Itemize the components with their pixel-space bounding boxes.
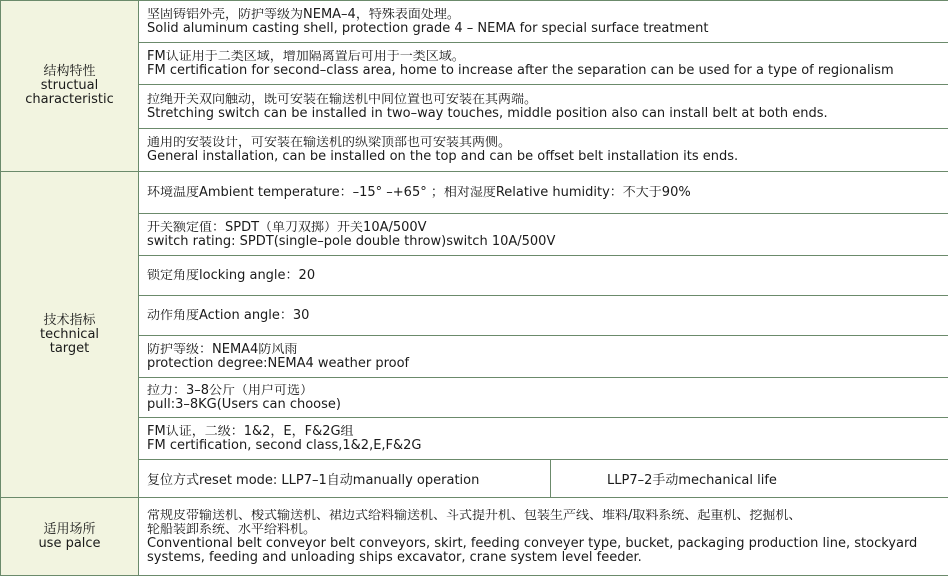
locking-row bbox=[139, 256, 948, 296]
reset-right-text: LLP7–2手动mechanical life bbox=[607, 469, 777, 488]
action-row bbox=[139, 296, 948, 336]
technical-category-en-2: target bbox=[1, 342, 138, 356]
technical-category-cn: 技术指标 bbox=[1, 314, 138, 328]
pull-en: pull:3–8KG(Users can choose) bbox=[147, 398, 948, 412]
protection-en: protection degree:NEMA4 weather proof bbox=[147, 357, 948, 371]
structure-row-2-cn: FM认证用于二类区域，增加隔离置后可用于一类区域。 bbox=[147, 50, 948, 64]
usage-en-2: systems, feeding and unloading ships excavator, crane system level feeder. bbox=[147, 551, 948, 565]
usage-category-en: use palce bbox=[1, 537, 138, 551]
pull-cn: 拉力：3–8公斤（用户可选） bbox=[147, 384, 948, 398]
structure-row-4-en: General installation, can be installed on the top and can be offset belt installation its ends. bbox=[147, 150, 948, 164]
usage-category-cn: 适用场所 bbox=[1, 523, 138, 537]
action-text: 动作角度Action angle：30 bbox=[147, 309, 948, 323]
fm-cn: FM认证，二级：1&2，E，F&2G组 bbox=[147, 425, 948, 439]
rating-en: switch rating: SPDT(single–pole double throw)switch 10A/500V bbox=[147, 235, 948, 249]
locking-text: 锁定角度locking angle：20 bbox=[147, 269, 948, 283]
structure-row-4-cn: 通用的安装设计，可安装在输送机的纵梁顶部也可安装其两侧。 bbox=[147, 136, 948, 150]
protection-row bbox=[139, 336, 948, 378]
reset-left-text: 复位方式reset mode: LLP7–1自动manually operation bbox=[147, 469, 479, 488]
technical-category bbox=[1, 172, 139, 498]
technical-category-en-1: technical bbox=[1, 328, 138, 342]
structure-category-cn: 结构特性 bbox=[1, 65, 138, 79]
fm-en: FM certification, second class,1&2,E,F&2G bbox=[147, 439, 948, 453]
fm-row bbox=[139, 418, 948, 460]
structure-row-1-cn: 坚固铸铝外壳，防护等级为NEMA–4，特殊表面处理。 bbox=[147, 8, 948, 22]
usage-en-1: Conventional belt conveyor belt conveyors, skirt, feeding conveyer type, bucket, packaging production line, stockyard bbox=[147, 537, 948, 551]
structure-row-2 bbox=[139, 43, 948, 85]
temperature-row bbox=[139, 172, 948, 214]
usage-category bbox=[1, 498, 139, 576]
structure-category bbox=[1, 1, 139, 172]
structure-row-1 bbox=[139, 1, 948, 43]
protection-cn: 防护等级：NEMA4防风雨 bbox=[147, 343, 948, 357]
structure-row-2-en: FM certification for second–class area, home to increase after the separation can be used for a type of regionalism bbox=[147, 64, 948, 78]
pull-row bbox=[139, 378, 948, 418]
structure-row-1-en: Solid aluminum casting shell, protection grade 4 – NEMA for special surface treatment bbox=[147, 22, 948, 36]
rating-cn: 开关额定值：SPDT（单刀双掷）开关10A/500V bbox=[147, 221, 948, 235]
usage-cn-1: 常规皮带输送机、梭式输送机、裙边式给料输送机、斗式提升机、包装生产线、堆料/取料系统、起重机、挖掘机、 bbox=[147, 509, 948, 523]
temperature-text: 环境温度Ambient temperature：–15° –+65° ；相对湿度Relative humidity：不大于90% bbox=[147, 186, 948, 200]
usage-cn-2: 轮船装卸系统、水平给料机。 bbox=[147, 523, 948, 537]
structure-row-3-cn: 拉绳开关双向触动，既可安装在输送机中间位置也可安装在其两端。 bbox=[147, 93, 948, 107]
structure-category-en-1: structual bbox=[1, 79, 138, 93]
structure-row-4 bbox=[139, 129, 948, 172]
structure-category-en-2: characteristic bbox=[1, 93, 138, 107]
structure-row-3 bbox=[139, 85, 948, 129]
usage-row bbox=[139, 498, 948, 576]
reset-row bbox=[139, 460, 948, 498]
rating-row bbox=[139, 214, 948, 256]
structure-row-3-en: Stretching switch can be installed in two–way touches, middle position also can install belt at both ends. bbox=[147, 107, 948, 121]
